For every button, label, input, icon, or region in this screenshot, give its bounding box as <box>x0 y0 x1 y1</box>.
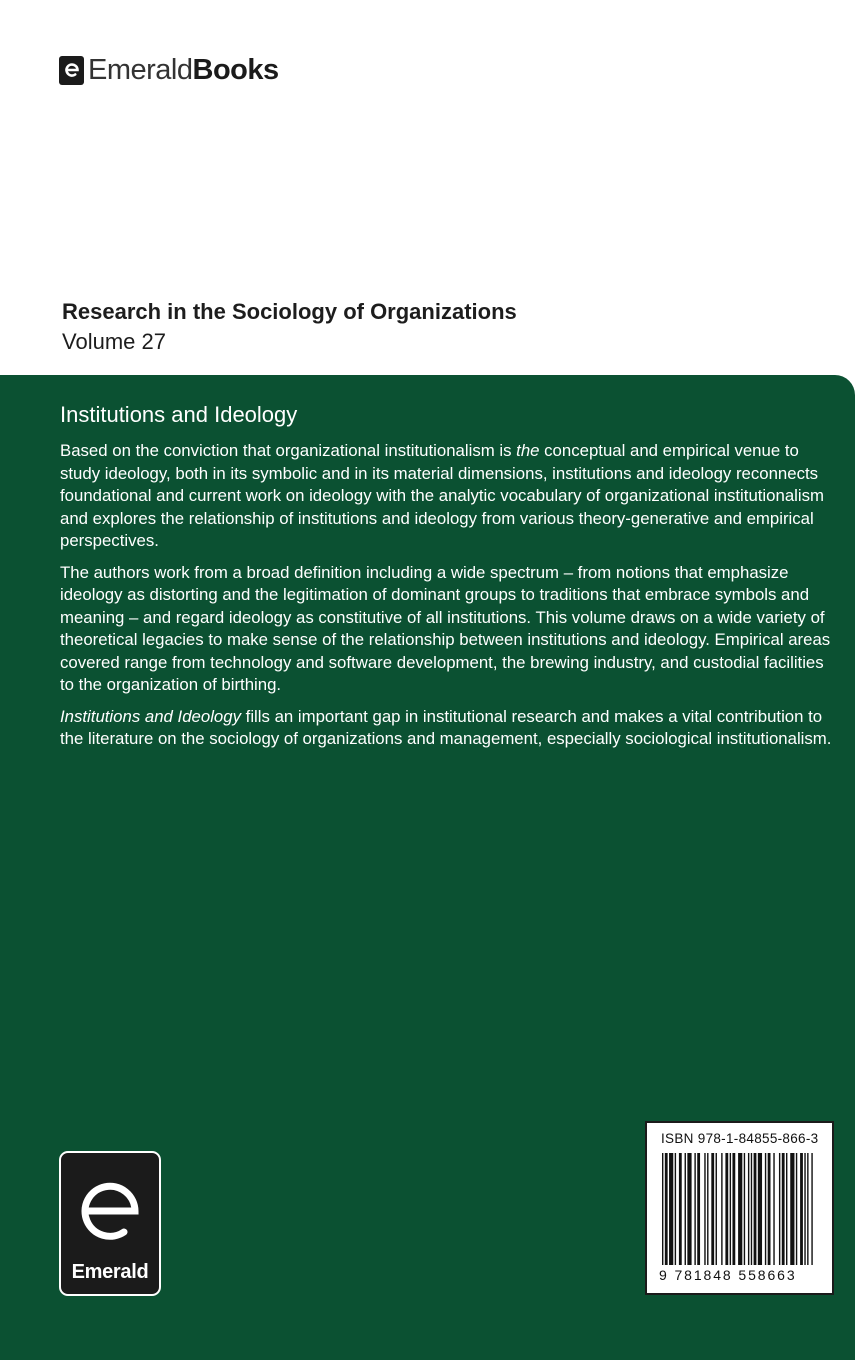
barcode-bar <box>675 1153 676 1265</box>
publisher-logo <box>59 55 279 85</box>
barcode-bar <box>758 1153 762 1265</box>
barcode-bar <box>782 1153 785 1265</box>
barcode-bar <box>779 1153 780 1265</box>
barcode-bar <box>748 1153 749 1265</box>
barcode-bar <box>694 1153 695 1265</box>
barcode-bar <box>665 1153 668 1265</box>
barcode-bar <box>790 1153 794 1265</box>
description-paragraph-2: The authors work from a broad definition including a wide spectrum – from notions that emphasize ideology as distorting and the legitimation of dominant groups to traditions that embrace symbols and meaning – and regard ideology as constitutive of all institutions. This volume draws on a wide variety of theoretical legacies to make sense of the relationship between institutions and ideology. Empirical areas covered range from technology and software development, the brewing industry, and custodial facilities to the organization of birthing. <box>60 562 831 694</box>
barcode-bar <box>807 1153 808 1265</box>
barcode-bar <box>730 1153 731 1265</box>
series-title: Research in the Sociology of Organizations <box>62 299 517 324</box>
barcode-bar <box>811 1153 812 1265</box>
brand-name-light: Emerald <box>88 54 193 86</box>
barcode-bar <box>707 1153 708 1265</box>
barcode-bar <box>679 1153 682 1265</box>
isbn-digits: 9 781848 558663 <box>659 1267 797 1283</box>
barcode-bar <box>704 1153 705 1265</box>
barcode-bars <box>662 1153 817 1265</box>
barcode-bar <box>765 1153 766 1265</box>
series-volume: Volume 27 <box>62 329 166 354</box>
barcode-bar <box>751 1153 752 1265</box>
barcode-bar <box>773 1153 774 1265</box>
emerald-logo-label: Emerald <box>71 1261 149 1283</box>
barcode-bar <box>725 1153 728 1265</box>
barcode-bar <box>754 1153 757 1265</box>
isbn-label: ISBN 978-1-84855-866-3 <box>661 1131 819 1146</box>
emerald-e-icon <box>59 56 84 85</box>
barcode-bar <box>738 1153 742 1265</box>
barcode-bar <box>669 1153 673 1265</box>
barcode-bar <box>732 1153 735 1265</box>
barcode-bar <box>697 1153 700 1265</box>
emerald-e-icon <box>71 1165 149 1257</box>
book-title: Institutions and Ideology <box>60 402 298 427</box>
emerald-logo-badge <box>59 1151 161 1296</box>
barcode-bar <box>687 1153 691 1265</box>
brand-name-bold: Books <box>192 54 279 86</box>
barcode-bar <box>716 1153 717 1265</box>
barcode-bar <box>804 1153 805 1265</box>
barcode-bar <box>800 1153 803 1265</box>
barcode-bar <box>744 1153 745 1265</box>
barcode-bar <box>796 1153 797 1265</box>
barcode-bar <box>786 1153 787 1265</box>
description-paragraph-1: Based on the conviction that organizational institutionalism is the conceptual and empirical venue to study ideology, both in its symbolic and in its material dimensions, institutions and ideology reconnects foundational and current work on ideology with the analytic vocabulary of organizational institutionalism and explores the relationship of institutions and ideology from various theory-generative and empirical perspectives. <box>60 441 824 550</box>
description-paragraph-3: Institutions and Ideology fills an important gap in institutional research and makes a vital contribution to the literature on the sociology of organizations and management, especially sociological institutionalism. <box>60 706 832 748</box>
book-description <box>60 440 840 760</box>
barcode-box <box>645 1121 834 1295</box>
barcode-bar <box>711 1153 714 1265</box>
barcode-bar <box>662 1153 663 1265</box>
barcode-bar <box>685 1153 686 1265</box>
barcode-bar <box>721 1153 722 1265</box>
barcode-bar <box>768 1153 771 1265</box>
